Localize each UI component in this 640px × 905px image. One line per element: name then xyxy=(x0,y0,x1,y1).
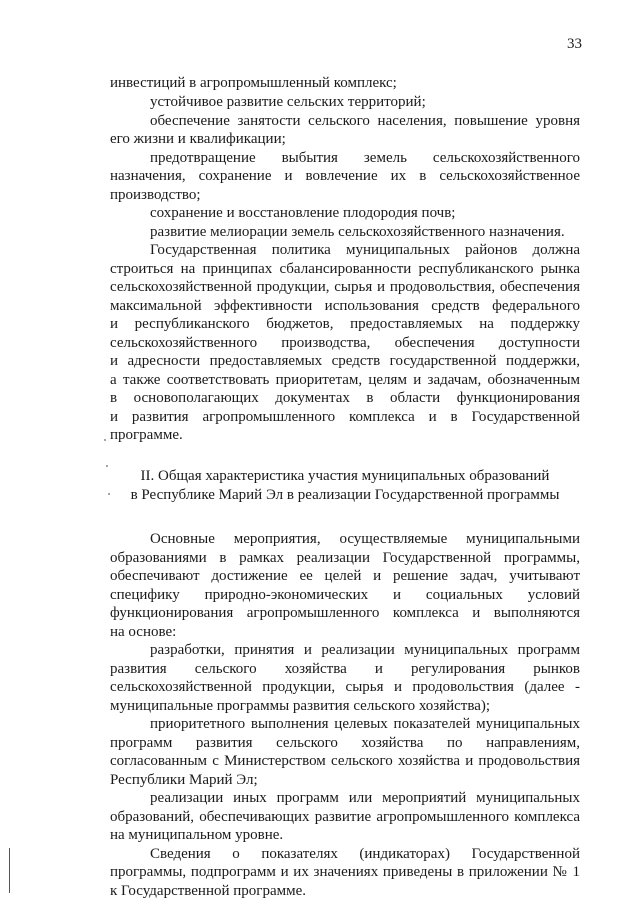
text-line: Сведения о показателях (индикаторах) Государственной xyxy=(150,846,580,862)
text-line: Основные мероприятия, осуществляемые муниципальными xyxy=(150,531,580,547)
text-line: реализации иных программ или мероприятий муниципальных xyxy=(150,790,580,806)
text-line: а также соответствовать приоритетам, целям и задачам, обозначенным xyxy=(110,372,580,388)
text-line: назначения, сохранение и вовлечение их в сельскохозяйственное xyxy=(110,168,580,184)
text-line: муниципальные программы развития сельского хозяйства); xyxy=(110,698,491,714)
text-line: и адресности предоставляемых средств государственной поддержки, xyxy=(110,353,580,369)
text-line: развитие мелиорации земель сельскохозяйственного назначения. xyxy=(150,224,565,240)
text-line: обеспечение занятости сельского населения, повышение уровня xyxy=(150,113,580,129)
text-line: и республиканского бюджетов, предоставляемых на поддержку xyxy=(110,316,580,332)
section-heading-line: II. Общая характеристика участия муниципальных образований xyxy=(140,468,550,484)
text-line: максимальной эффективности использования средств федерального xyxy=(110,298,580,314)
text-line: к Государственной программе. xyxy=(110,883,306,899)
text-line: на муниципальном уровне. xyxy=(110,827,284,843)
text-line: образованиями в рамках реализации Государственной программы, xyxy=(110,550,580,566)
text-line: разработки, принятия и реализации муниципальных программ xyxy=(150,642,580,658)
scan-dot xyxy=(104,439,106,441)
scan-dot xyxy=(106,465,108,467)
text-line: Республики Марий Эл; xyxy=(110,772,258,788)
text-line: функционирования агропромышленного комплекса и выполняются xyxy=(110,605,580,621)
text-line: развития сельского хозяйства и регулирования рынков xyxy=(110,661,580,677)
text-line: приоритетного выполнения целевых показателей муниципальных xyxy=(150,716,580,732)
margin-mark xyxy=(9,848,10,893)
text-line: строиться на принципах сбалансированности республиканского рынка xyxy=(110,261,580,277)
text-line: программе. xyxy=(110,427,183,443)
text-line: сельскохозяйственной продукции, сырья и продовольствия (далее - xyxy=(110,679,580,695)
text-line: производство; xyxy=(110,187,201,203)
text-line: в основополагающих документах в области функционирования xyxy=(110,390,580,406)
text-line: предотвращение выбытия земель сельскохозяйственного xyxy=(150,150,580,166)
text-line: согласованным с Министерством сельского хозяйства и продовольствия xyxy=(110,753,580,769)
text-line: инвестиций в агропромышленный комплекс; xyxy=(110,75,397,91)
text-line: сельскохозяйственного производства, обеспечения доступности xyxy=(110,335,580,351)
text-line: устойчивое развитие сельских территорий; xyxy=(150,94,426,110)
text-line: Государственная политика муниципальных районов должна xyxy=(150,242,580,258)
section-heading-line: в Республике Марий Эл в реализации Государственной программы xyxy=(130,487,560,503)
text-line: его жизни и квалификации; xyxy=(110,131,286,147)
text-line: программ развития сельского хозяйства по направлениям, xyxy=(110,735,580,751)
text-line: программы, подпрограмм и их значениях приведены в приложении № 1 xyxy=(110,864,580,880)
text-line: образований, обеспечивающих развитие агропромышленного комплекса xyxy=(110,809,580,825)
text-line: сохранение и восстановление плодородия почв; xyxy=(150,205,456,221)
text-line: специфику природно-экономических и социальных условий xyxy=(110,587,580,603)
scan-dot xyxy=(108,493,110,495)
text-line: обеспечивают достижение ее целей и решение задач, учитывают xyxy=(110,568,580,584)
text-line: и развития агропромышленного комплекса и в Государственной xyxy=(110,409,580,425)
page-number: 33 xyxy=(567,36,582,52)
text-line: на основе: xyxy=(110,624,177,640)
text-line: сельскохозяйственной продукции, сырья и продовольствия, обеспечения xyxy=(110,279,580,295)
